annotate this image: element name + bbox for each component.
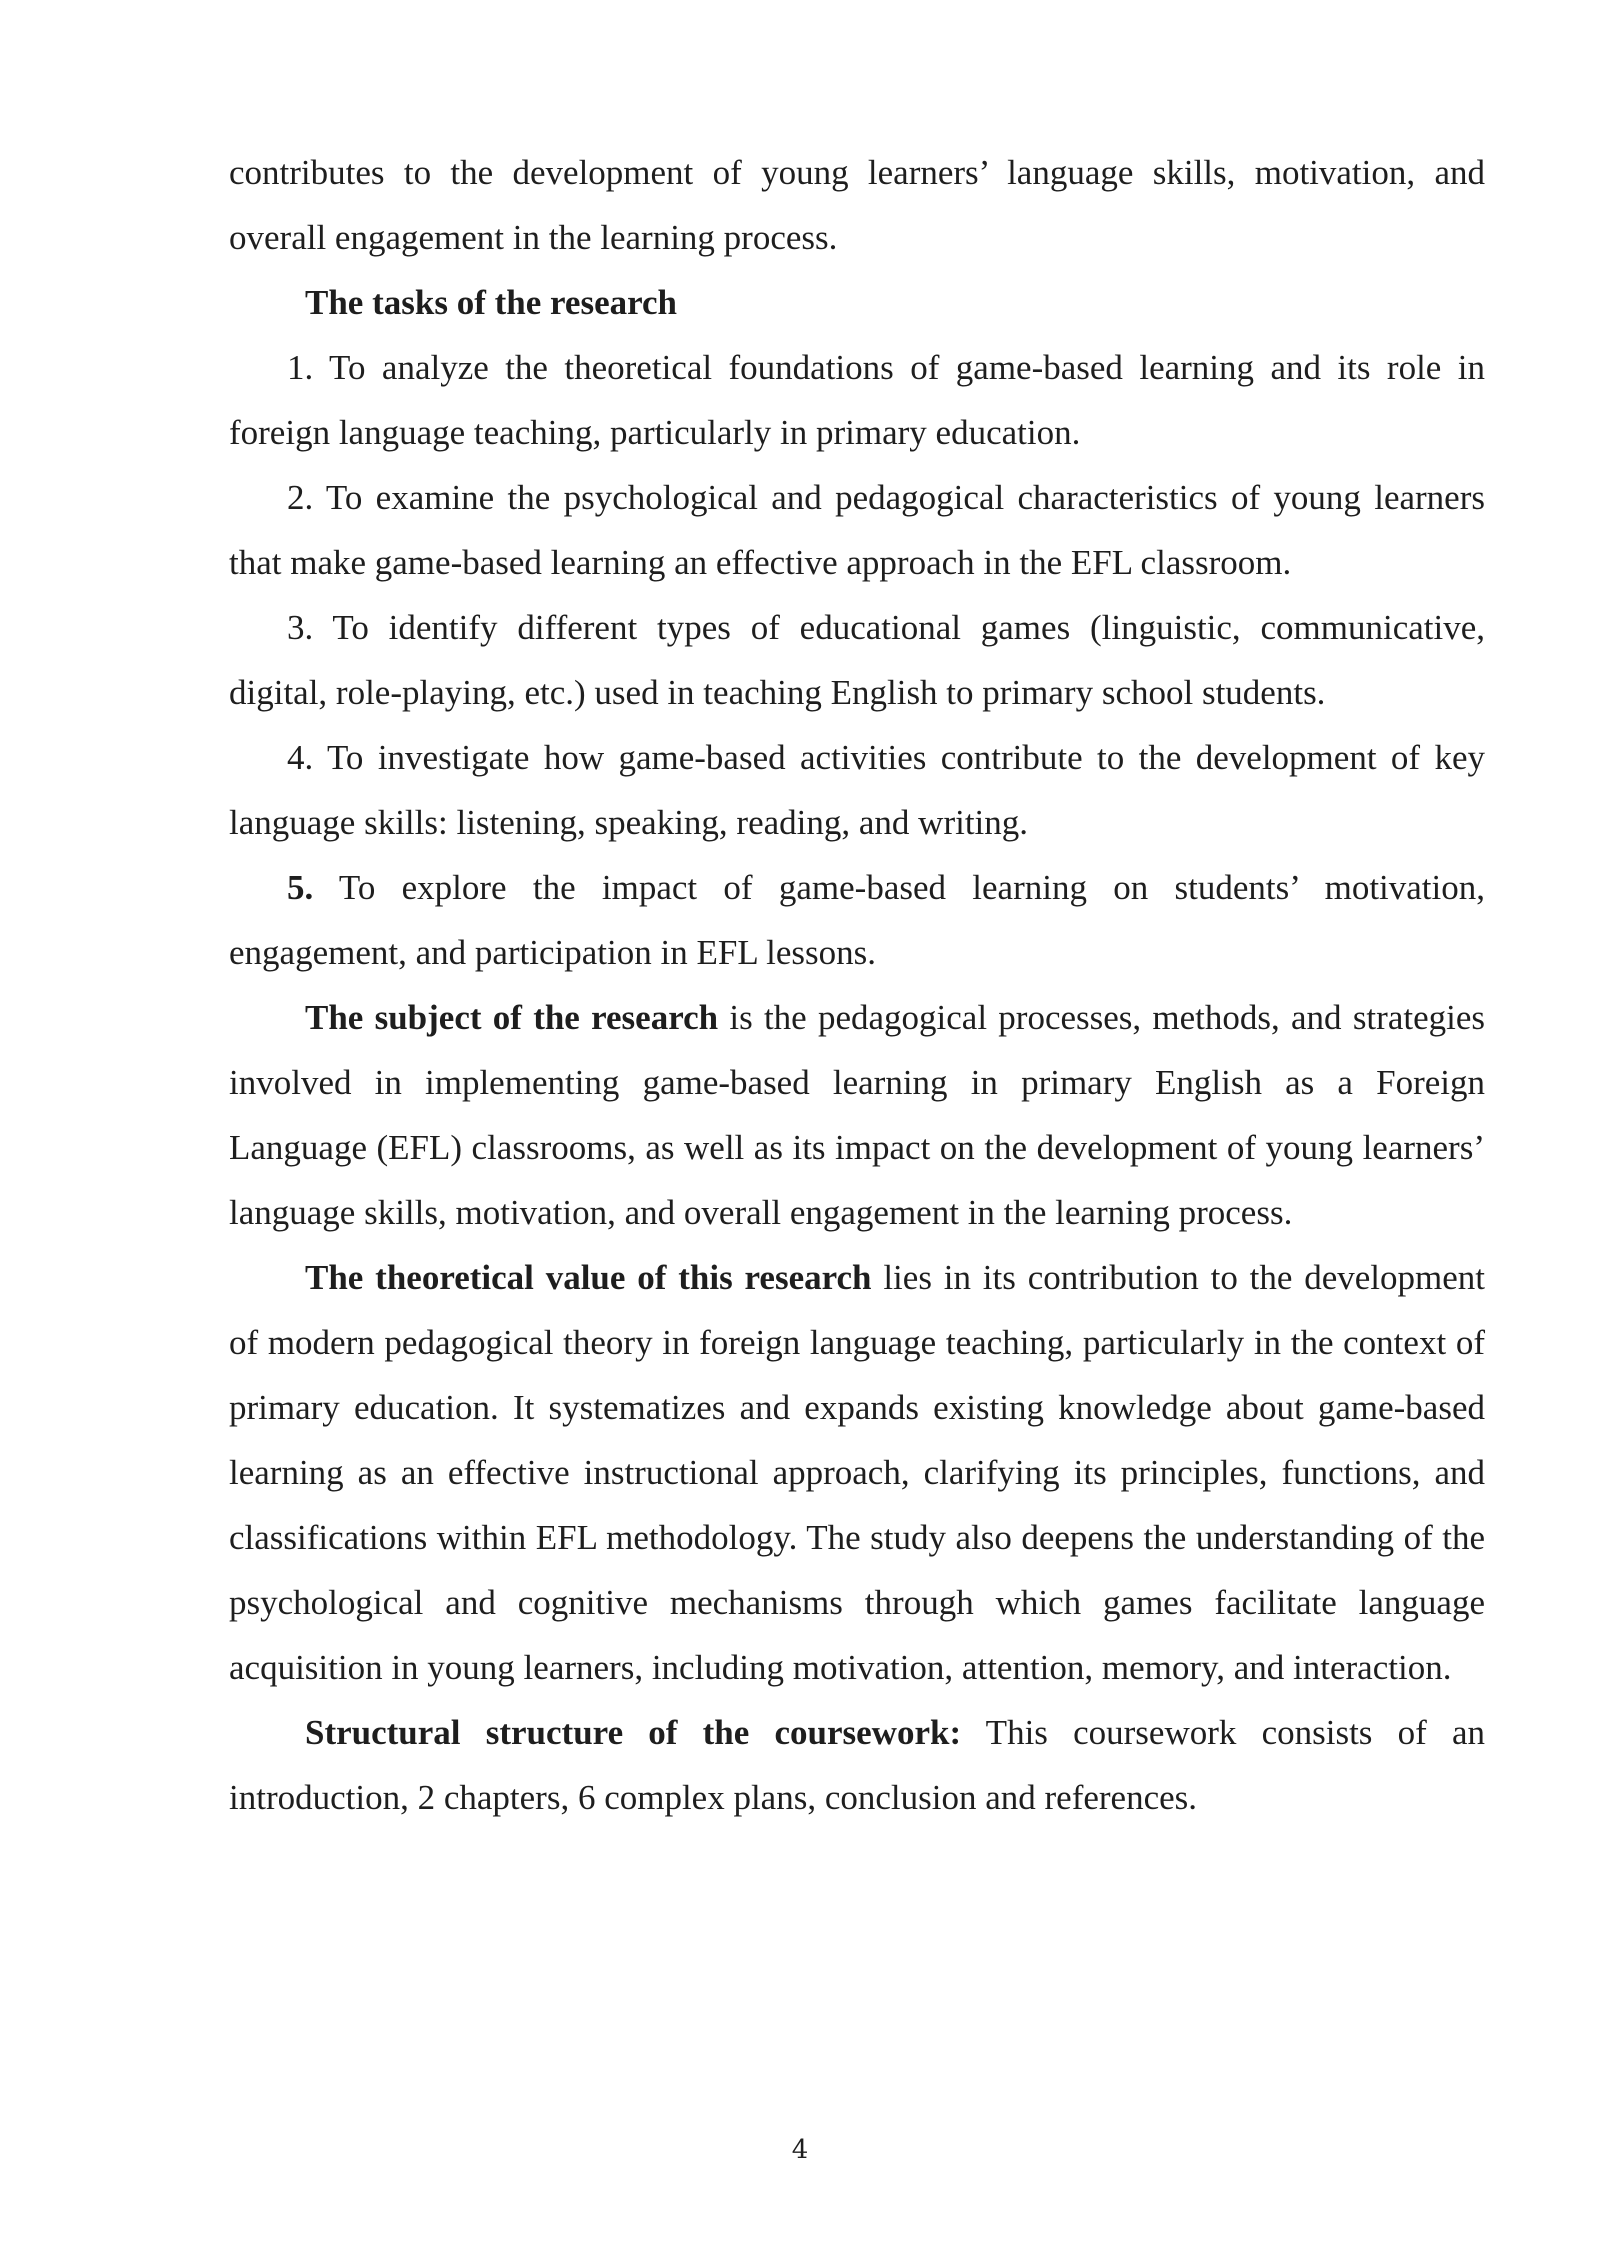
task-item-4: [229, 725, 1485, 855]
document-page: [229, 140, 1485, 1830]
task-text: To examine the psychological and pedagogical characteristics of young learners that make game-based learning an effective approach in the EFL classroom.: [229, 478, 1485, 582]
task-number: 2.: [287, 478, 314, 517]
theoretical-value-lead: The theoretical value of this research: [305, 1258, 872, 1297]
task-item-1: [229, 335, 1485, 465]
task-number: 4.: [287, 738, 314, 777]
theoretical-value-paragraph: [229, 1245, 1485, 1700]
task-number: 5.: [287, 868, 314, 907]
task-number: 3.: [287, 608, 314, 647]
task-item-2: [229, 465, 1485, 595]
task-text: To explore the impact of game-based learning on students’ motivation, engagement, and participation in EFL lessons.: [229, 868, 1485, 972]
task-item-5: [229, 855, 1485, 985]
structure-text: This coursework consists of an introduction, 2 chapters, 6 complex plans, conclusion and references.: [229, 1713, 1486, 1817]
theoretical-value-text: lies in its contribution to the development of modern pedagogical theory in foreign language teaching, particularly in the context of primary education. It systematizes and expands existing knowledge about game-based learning as an effective instructional approach, clarifying its principles, functions, and classifications within EFL methodology. The study also deepens the understanding of the psychological and cognitive mechanisms through which games facilitate language acquisition in young learners, including motivation, attention, memory, and interaction.: [229, 1258, 1485, 1687]
page-number: 4: [791, 2135, 809, 2165]
subject-text: is the pedagogical processes, methods, and strategies involved in implementing game-based learning in primary English as a Foreign Language (EFL) classrooms, as well as its impact on the development of young learners’ language skills, motivation, and overall engagement in the learning process.: [229, 998, 1485, 1232]
task-text: To analyze the theoretical foundations of game-based learning and its role in foreign language teaching, particularly in primary education.: [229, 348, 1485, 452]
tasks-heading: The tasks of the research: [305, 283, 678, 322]
subject-lead: The subject of the research: [305, 998, 719, 1037]
subject-paragraph: [229, 985, 1485, 1245]
intro-continuation-paragraph: contributes to the development of young learners’ language skills, motivation, and overall engagement in the learning process.: [229, 153, 1485, 257]
structure-paragraph: [229, 1700, 1485, 1830]
task-item-3: [229, 595, 1485, 725]
task-text: To identify different types of educational games (linguistic, communicative, digital, role-playing, etc.) used in teaching English to primary school students.: [229, 608, 1485, 712]
structure-lead: Structural structure of the coursework:: [305, 1713, 962, 1752]
task-number: 1.: [287, 348, 314, 387]
task-text: To investigate how game-based activities contribute to the development of key language skills: listening, speaking, reading, and writing.: [229, 738, 1485, 842]
